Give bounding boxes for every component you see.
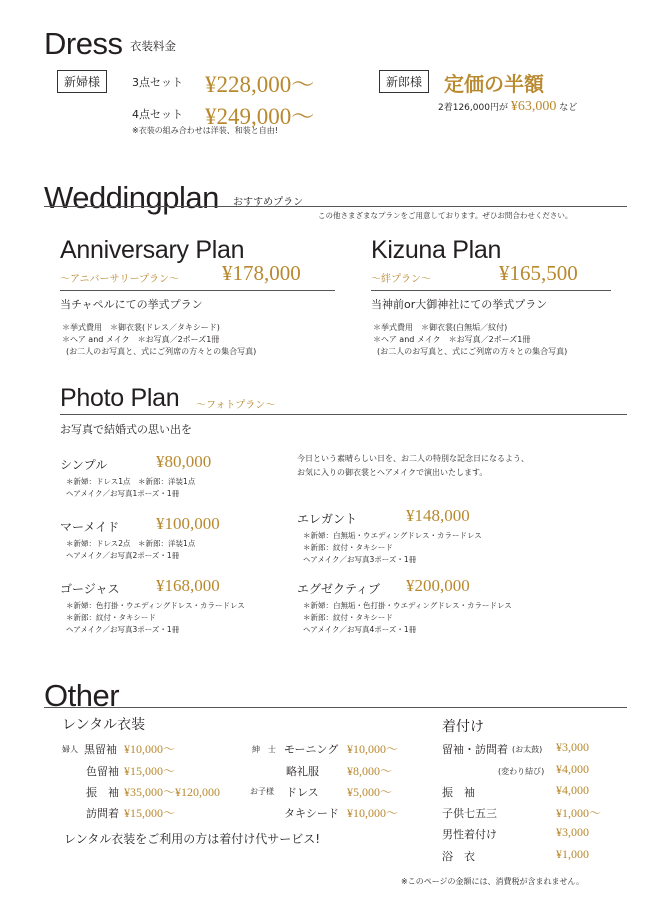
photo-mermaid-price: ¥100,000 [156,514,220,533]
kitsuke-otaiko: (お太鼓) [512,745,543,754]
kitsuke-price-2: ¥1,000〜 [556,806,602,820]
bride-label: 新婦様 [57,70,107,93]
photo-executive-price: ¥200,000 [406,576,470,595]
set4-label: 4点セット [132,108,183,121]
kizuna-rule [371,290,611,291]
dress-note: ※衣装の組み合わせは洋装、和装と自由! [132,126,278,135]
anniversary-line-2: ＊ヘア and メイク ＊お写真／2ポーズ1冊 [62,335,220,344]
kitsuke-price-3: ¥3,000 [556,825,589,839]
photo-elegant-line-3: ヘアメイク／お写真3ポーズ・1冊 [303,555,417,564]
photo-desc: お写真で結婚式の思い出を [60,423,192,436]
rental-note: レンタル衣装をご利用の方は着付け代サービス! [64,832,321,846]
photo-elegant-price: ¥148,000 [406,506,470,525]
photo-elegant-line-2: ＊新郎：紋付・タキシード [303,543,393,552]
wedding-subtitle: おすすめプラン [233,197,304,208]
anniversary-price: ¥178,000 [222,261,301,285]
rental-left-price-2: ¥15,000〜 [124,764,176,778]
kizuna-desc: 当神前or大御神社にての挙式プラン [371,298,548,311]
groom-example-text: 2着126,000円が [438,103,508,113]
rental-right-item-3: ドレス [286,786,319,799]
anniversary-kana: 〜アニバーサリープラン〜 [60,274,179,285]
kids-label: お子様 [250,787,274,796]
women-label: 婦人 [62,745,78,754]
kitsuke-kawari-price: ¥4,000 [556,762,589,776]
groom-offer: 定価の半額 [444,72,544,96]
rental-left-price-4: ¥15,000〜 [124,806,176,820]
kizuna-line-1: ＊挙式費用 ＊御衣裳(白無垢／紋付) [373,323,508,332]
photo-simple-price: ¥80,000 [156,452,212,471]
rental-left-price-3: ¥35,000〜¥120,000 [124,785,221,799]
photo-gorgeous-price: ¥168,000 [156,576,220,595]
rental-right-price-4: ¥10,000〜 [347,806,399,820]
photo-elegant-line-1: ＊新婦：白無垢・ウエディングドレス・カラードレス [303,531,482,540]
kitsuke-item-2: 子供七五三 [442,807,497,820]
kitsuke-price-4: ¥1,000 [556,847,589,861]
tax-note: ※このページの金額には、消費税が含まれません。 [401,877,585,886]
groom-example-suffix: など [559,103,578,113]
photo-executive-line-2: ＊新郎：紋付・タキシード [303,613,393,622]
rental-left-item-1: 黒留袖 [84,743,117,756]
kitsuke-kawari: (変わり結び) [498,767,545,776]
kitsuke-item-1: 振 袖 [442,786,475,799]
photo-simple-name: シンプル [60,458,108,472]
photo-executive-line-3: ヘアメイク／お写真4ポーズ・1冊 [303,625,417,634]
photo-intro [297,452,529,480]
anniversary-name: Anniversary Plan [60,236,245,264]
men-label: 紳 士 [252,745,276,754]
photo-intro-line-2: お気に入りの御衣裳とヘアメイクで演出いたします。 [297,468,488,477]
anniversary-line-1: ＊挙式費用 ＊御衣裳(ドレス／タキシード) [62,323,220,332]
rental-right-item-4: タキシード [284,807,339,820]
photo-simple-line-2: ヘアメイク／お写真1ポーズ・1冊 [66,489,180,498]
rental-left-item-4: 訪問着 [86,807,119,820]
photo-intro-line-1: 今日という素晴らしい日を、お二人の特別な記念日になるよう、 [297,454,529,463]
set4-price: ¥249,000〜 [205,104,315,129]
photo-mermaid-name: マーメイド [60,520,120,534]
kizuna-line-2: ＊ヘア and メイク ＊お写真／2ポーズ1冊 [373,335,531,344]
dress-title: Dress [44,26,123,61]
rental-right-item-2: 略礼服 [286,765,319,778]
groom-example [438,99,577,115]
rental-title: レンタル衣装 [62,717,146,733]
rental-left-item-3: 振 袖 [86,786,119,799]
rental-right-price-2: ¥8,000〜 [347,764,393,778]
rental-right-price-1: ¥10,000〜 [347,742,399,756]
groom-label: 新郎様 [379,70,429,93]
wedding-lead: この他さまざまなプランをご用意しております。ぜひお問合わせください。 [318,211,573,220]
kitsuke-title: 着付け [442,719,484,735]
photo-executive-line-1: ＊新婦：白無垢・色打掛・ウエディングドレス・カラードレス [303,601,512,610]
groom-example-price: ¥63,000 [510,99,557,114]
photo-kana: 〜フォトプラン〜 [196,400,276,411]
rental-left-item-2: 色留袖 [86,765,119,778]
kizuna-price: ¥165,500 [499,261,578,285]
kizuna-line-3: (お二人のお写真と、式にご列席の方々との集合写真) [377,347,568,356]
other-rule [44,707,627,708]
set3-label: 3点セット [132,76,183,89]
rental-right-price-3: ¥5,000〜 [347,785,393,799]
photo-title: Photo Plan [60,384,180,412]
kizuna-name: Kizuna Plan [371,236,502,264]
kizuna-kana: 〜絆プラン〜 [371,274,431,285]
photo-gorgeous-name: ゴージャス [60,582,120,596]
dress-subtitle: 衣装料金 [130,39,176,53]
photo-elegant-name: エレガント [297,512,358,526]
photo-gorgeous-line-3: ヘアメイク／お写真3ポーズ・1冊 [66,625,180,634]
photo-rule [60,414,627,415]
kitsuke-price-1: ¥4,000 [556,783,589,797]
anniversary-rule [60,290,335,291]
photo-simple-line-1: ＊新婦：ドレス1点 ＊新郎：洋装1点 [66,477,196,486]
kitsuke-item-3: 男性着付け [442,828,497,841]
kitsuke-item-4: 浴 衣 [442,850,475,863]
kitsuke-first-item: 留袖・訪問着 [442,743,508,756]
anniversary-line-3: (お二人のお写真と、式にご列席の方々との集合写真) [66,347,257,356]
set3-price: ¥228,000〜 [205,72,315,97]
photo-executive-name: エグゼクティブ [297,582,381,596]
kitsuke-otaiko-price: ¥3,000 [556,740,589,754]
rental-right-item-1: モーニング [284,743,339,756]
rental-left-price-1: ¥10,000〜 [124,742,176,756]
photo-mermaid-line-2: ヘアメイク／お写真2ポーズ・1冊 [66,551,180,560]
photo-gorgeous-line-2: ＊新郎：紋付・タキシード [66,613,156,622]
wedding-rule [44,206,627,207]
wedding-title: Weddingplan [44,180,219,215]
photo-gorgeous-line-1: ＊新婦：色打掛・ウエディングドレス・カラードレス [66,601,245,610]
other-title: Other [44,678,120,713]
photo-mermaid-line-1: ＊新婦：ドレス2点 ＊新郎：洋装1点 [66,539,196,548]
anniversary-desc: 当チャペルにての挙式プラン [60,298,203,311]
